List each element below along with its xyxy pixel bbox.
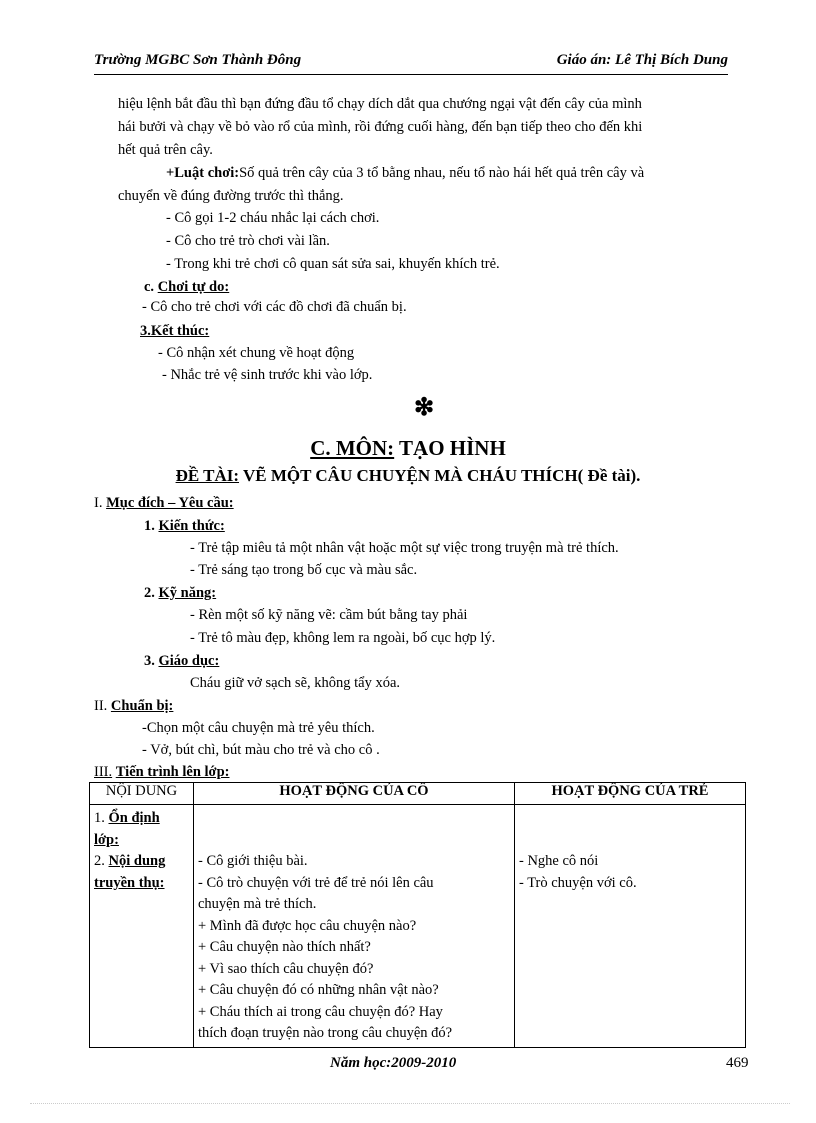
teacher-line: - Cô trò chuyện với trẻ để trẻ nói lên câu — [198, 874, 434, 891]
end-line-2: - Nhắc trẻ vệ sinh trước khi vào lớp. — [162, 367, 373, 383]
skills-line-1: - Rèn một số kỹ năng vẽ: cầm bút bằng tay phải — [190, 607, 468, 623]
teacher-spacer — [198, 805, 510, 851]
child-spacer — [519, 805, 741, 851]
school-year: Năm học:2009-2010 — [330, 1055, 457, 1071]
end-heading: 3.Kết thúc: — [140, 323, 210, 339]
topic-text: VẼ MỘT CÂU CHUYỆN MÀ CHÁU THÍCH( Đề tài). — [242, 466, 641, 485]
rule-label: +Luật chơi: — [166, 165, 240, 181]
teacher-activity-cell — [194, 805, 515, 1048]
content-item-2-title-cont: truyền thụ: — [94, 874, 165, 891]
child-line: - Trò chuyện với cô. — [519, 874, 637, 891]
subject-prefix: C. MÔN: — [310, 436, 395, 460]
page-bottom-divider — [30, 1103, 790, 1104]
skills-num: 2. — [144, 585, 155, 601]
section-2-heading — [94, 697, 173, 715]
end-line-1: - Cô nhận xét chung về hoạt động — [158, 345, 355, 361]
teacher-line: + Mình đã được học câu chuyện nào? — [198, 917, 417, 934]
content-item-2-title: Nội dung — [108, 853, 166, 869]
teacher-line: + Vì sao thích câu chuyện đó? — [198, 960, 374, 977]
rule-line — [166, 164, 644, 182]
education-num: 3. — [144, 653, 155, 669]
skills-line-2: - Trẻ tô màu đẹp, không lem ra ngoài, bố cục hợp lý. — [190, 630, 496, 646]
content-cell — [90, 805, 194, 1048]
child-activity-cell — [515, 805, 746, 1048]
skills-title: Kỹ năng: — [158, 585, 217, 601]
section-3-title: Tiến trình lên lớp: — [115, 764, 230, 780]
teacher-line: + Câu chuyện đó có những nhân vật nào? — [198, 982, 439, 998]
table-header-row — [90, 783, 746, 805]
topic-prefix: ĐỀ TÀI: — [175, 466, 240, 485]
intro-line-7: - Cô cho trẻ trò chơi vài lần. — [166, 233, 330, 249]
teacher-line: thích đoạn truyện nào trong câu chuyện đó? — [198, 1025, 453, 1041]
knowledge-line-2: - Trẻ sáng tạo trong bố cục và màu sắc. — [190, 562, 418, 578]
section-divider-icon: ❇ — [414, 395, 435, 421]
header-teacher-activity: HOẠT ĐỘNG CỦA CÔ — [194, 783, 515, 805]
teacher-line: + Câu chuyện nào thích nhất? — [198, 939, 371, 955]
content-item-1-num: 1. — [94, 810, 105, 826]
header-content: NỘI DUNG — [90, 783, 194, 805]
section-1-num: I. — [94, 495, 103, 511]
teacher-line: - Cô giới thiệu bài. — [198, 853, 308, 869]
education-title: Giáo dục: — [158, 653, 220, 669]
knowledge-num: 1. — [144, 518, 155, 534]
page-header — [94, 52, 728, 75]
subject-name: TẠO HÌNH — [399, 436, 506, 460]
prep-line-2: - Vở, bút chì, bút màu cho trẻ và cho cô . — [142, 742, 380, 758]
free-play-prefix: c. — [144, 279, 155, 295]
school-name: Trường MGBC Sơn Thành Đông — [94, 52, 302, 68]
intro-line-5: chuyển về đúng đường trước thì thắng. — [118, 188, 344, 204]
education-line-1: Cháu giữ vở sạch sẽ, không tẩy xóa. — [190, 675, 401, 691]
intro-line-6: - Cô gọi 1-2 cháu nhắc lại cách chơi. — [166, 210, 380, 226]
content-item-1-title-cont: lớp: — [94, 831, 119, 848]
section-1-heading — [94, 494, 234, 512]
section-1-title: Mục đích – Yêu cầu: — [106, 495, 234, 511]
knowledge-heading — [144, 517, 225, 535]
subject-title — [0, 436, 816, 461]
intro-line-3: hết quả trên cây. — [118, 142, 213, 158]
free-play-text: - Cô cho trẻ chơi với các đồ chơi đã chuẩn bị. — [142, 299, 407, 315]
prep-line-1: -Chọn một câu chuyện mà trẻ yêu thích. — [142, 720, 375, 736]
teacher-line: + Cháu thích ai trong câu chuyện đó? Hay — [198, 1003, 443, 1020]
free-play-heading — [144, 278, 229, 296]
skills-heading — [144, 584, 216, 602]
intro-line-1: hiệu lệnh bắt đầu thì bạn đứng đầu tổ chạy dích dắt qua chướng ngại vật đến cây của mình — [118, 96, 642, 112]
free-play-label: Chơi tự do: — [157, 279, 230, 295]
knowledge-line-1: - Trẻ tập miêu tả một nhân vật hoặc một sự việc trong truyện mà trẻ thích. — [190, 540, 619, 556]
section-3-heading — [94, 763, 229, 781]
content-item-1-title: Ổn định — [108, 810, 160, 826]
teacher-line: chuyện mà trẻ thích. — [198, 896, 317, 912]
section-2-num: II. — [94, 698, 108, 714]
intro-line-2: hái bưởi và chạy về bỏ vào rổ của mình, rồi đứng cuối hàng, đến bạn tiếp theo cho đến khi — [118, 119, 643, 135]
content-item-1 — [94, 808, 189, 830]
lesson-plan-table — [89, 782, 746, 1048]
content-item-2-num: 2. — [94, 853, 105, 869]
section-3-num: III. — [94, 764, 113, 780]
content-item-2 — [94, 851, 189, 873]
author-name: Giáo án: Lê Thị Bích Dung — [556, 52, 728, 68]
section-2-title: Chuẩn bị: — [110, 698, 174, 714]
header-child-activity: HOẠT ĐỘNG CỦA TRẺ — [515, 783, 746, 805]
knowledge-title: Kiến thức: — [158, 518, 225, 534]
education-heading — [144, 652, 219, 670]
topic-title — [0, 466, 816, 486]
intro-line-8: - Trong khi trẻ chơi cô quan sát sửa sai, khuyến khích trẻ. — [166, 256, 500, 272]
rule-text: Số quả trên cây của 3 tổ bằng nhau, nếu tổ nào hái hết quả trên cây và — [239, 165, 645, 181]
table-row — [90, 805, 746, 1048]
page-number: 469 — [726, 1055, 749, 1071]
child-line: - Nghe cô nói — [519, 853, 599, 869]
